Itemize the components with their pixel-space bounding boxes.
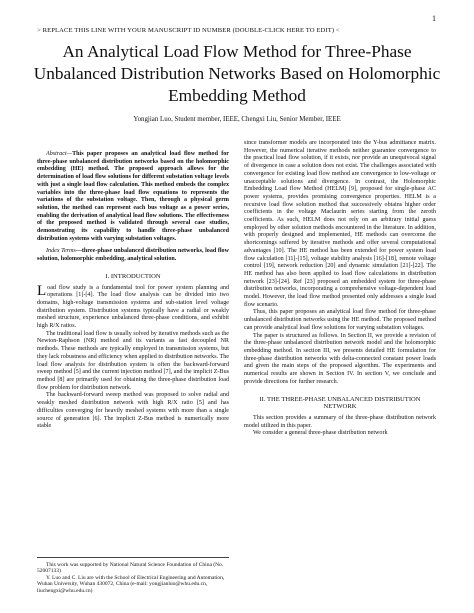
- right-column: [244, 140, 436, 438]
- abstract-lead: Abstract—: [46, 151, 73, 157]
- page-number: 1: [432, 14, 436, 23]
- footnote-funding: This work was supported by National Natural Science Foundation of China (No. 52007133): [37, 562, 224, 575]
- author-line: Yongjian Luo, Student member, IEEE, Chengxi Liu, Senior Member, IEEE: [133, 116, 341, 123]
- intro-paragraph-1: [37, 282, 229, 331]
- index-terms: [37, 248, 229, 263]
- manuscript-id-placeholder[interactable]: > REPLACE THIS LINE WITH YOUR MANUSCRIPT ID NUMBER (DOUBLE-CLICK HERE TO EDIT) <: [37, 27, 340, 34]
- right-paragraph-3: The paper is structured as follows. In Section II, we provide a revision of the three-phase unbalanced distribution network model and the holomorphic embedding method. In section III, we presents detailed HE formulation for three-phase distribution networks with delta-connected constant power loads and given the main steps of the proposed algorithm. The experiments and numerical results are shown in Section IV. In section V, we conclude and provide directions for further research.: [244, 332, 436, 385]
- section-heading-introduction: I. INTRODUCTION: [105, 272, 161, 280]
- section-heading-network: II. THE THREE-PHASE UNBALANCED DISTRIBUTION NETWORK: [259, 395, 421, 411]
- footnote-affiliation: Y. Luo and C. Liu are with the School of Electrical Engineering and Automation, Wuhan University, Wuhan 430072, China (e-mail: yongjianluo@whu.edu.cn, liuchengxi@whu.edu.cn): [37, 574, 225, 594]
- abstract-text: This paper proposes an analytical load flow method for three-phase unbalanced distribution networks based on the holomorphic embedding (HE) method. The proposed approach allows for the determination of load flow solutions for different substation voltage levels with just a single load flow calculation. This method embeds the complex variables into the three-phase load flow equations to represents the variations of the substation voltage. Then, through a physical germ solution, the method can represent each bus voltage as a power series, enabling the derivation of analytical load flow solutions. The effectiveness of the proposed method is validated through several case studies, demonstrating its capability to handle three-phase unbalanced distribution systems with varying substation voltages.: [37, 151, 229, 242]
- right-paragraph-2: Thus, this paper proposes an analytical load flow method for three-phase unbalanced distribution networks using the HE method. The proposed method can provide analytical load flow solutions for varying substation voltages.: [244, 309, 436, 331]
- drop-cap: L: [37, 282, 47, 299]
- left-column: [37, 151, 229, 431]
- index-terms-lead: Index Terms: [46, 248, 76, 255]
- right-paragraph-4: This section provides a summary of the three-phase distribution network model utilized in this paper.: [244, 414, 436, 429]
- right-paragraph-1: since transformer models are incorporated into the Y-bus admittance matrix. However, the numerical iterative methods neither guarantee convergence to the practical load flow solution, if it exists, nor provide an unequivocal signal of divergence in case a solution does not exist. The challenges associated with convergence for existing load flow method are convergence to low-voltage or unacceptable solutions and divergence. In contrast, the Holomorphic Embedding Load flow Method (HELM) [9], proposed for single-phase AC power systems, provides promising convergence properties. HELM is a recursive load flow solution method that successively obtains higher order coefficients in the voltage Maclaurin series starting from the zeroth coefficients. As such, HELM does not rely on an arbitrary initial guess employed by other solution methods encountered in the literature. In addition, with properly designed and implemented, HE methods can overcome the shortcomings suffered by iterative methods and offer several computational advantages [10]. The HE method has been extended for power system load flow calculation [11]-[15], voltage stability analysis [16]-[18], remote voltage control [19], network reduction [20] and dynamic simulation [21]-[22]. The HE method has also been applied to load flow calculations in distribution network [23]-[24]. Ref [23] proposed an embedded system for three-phase distribution networks, incorporating a comprehensive voltage-dependent load model. However, the load flow method presented only addresses a single load flow scenario.: [244, 140, 436, 308]
- right-paragraph-5: We consider a general three-phase distribution network: [253, 430, 388, 437]
- footnotes: [37, 557, 229, 594]
- intro-paragraph-1-text: oad flow study is a fundamental tool for power system planning and operations [1]-[4]. The load flow analysis can be divided into two domains, high-voltage transmission systems and sub-station level voltage distribution system. Distribution systems typically have a radial or weakly meshed structure, experience unbalanced three-phase conditions, and exhibit high R/X ratios.: [37, 284, 229, 330]
- index-terms-text: —three-phase unbalanced distribution networks, load flow solution, holomorphic embedding, analytical solution.: [37, 248, 229, 263]
- intro-paragraph-2: The traditional load flow is usually solved by iterative methods such as the Newton-Raphson (NR) method and its variants as fast decoupled NR methods. These methods are typically employed in transmission systems, but they lack robustness and efficiency when applied to distribution networks. The load flow analysis for distribution system is often the backward-forward sweep method [5] and the current injection method [7], and the implicit Z-Bus method [8] are primarily used for obtaining the three-phase distribution load flow problem for distribution network.: [37, 330, 229, 391]
- paper-title: An Analytical Load Flow Method for Three-Phase Unbalanced Distribution Networks Based on Holomorphic Embedding Method: [33, 42, 441, 105]
- abstract: [37, 151, 229, 243]
- intro-paragraph-3: The backward-forward sweep method was proposed to solve radial and weakly meshed distribution network with high R/X ratio [5] and has difficulties converging for heavily meshed systems with more than a single source of generation [6]. The implicit Z-Bus method is numerically more stable: [37, 392, 229, 430]
